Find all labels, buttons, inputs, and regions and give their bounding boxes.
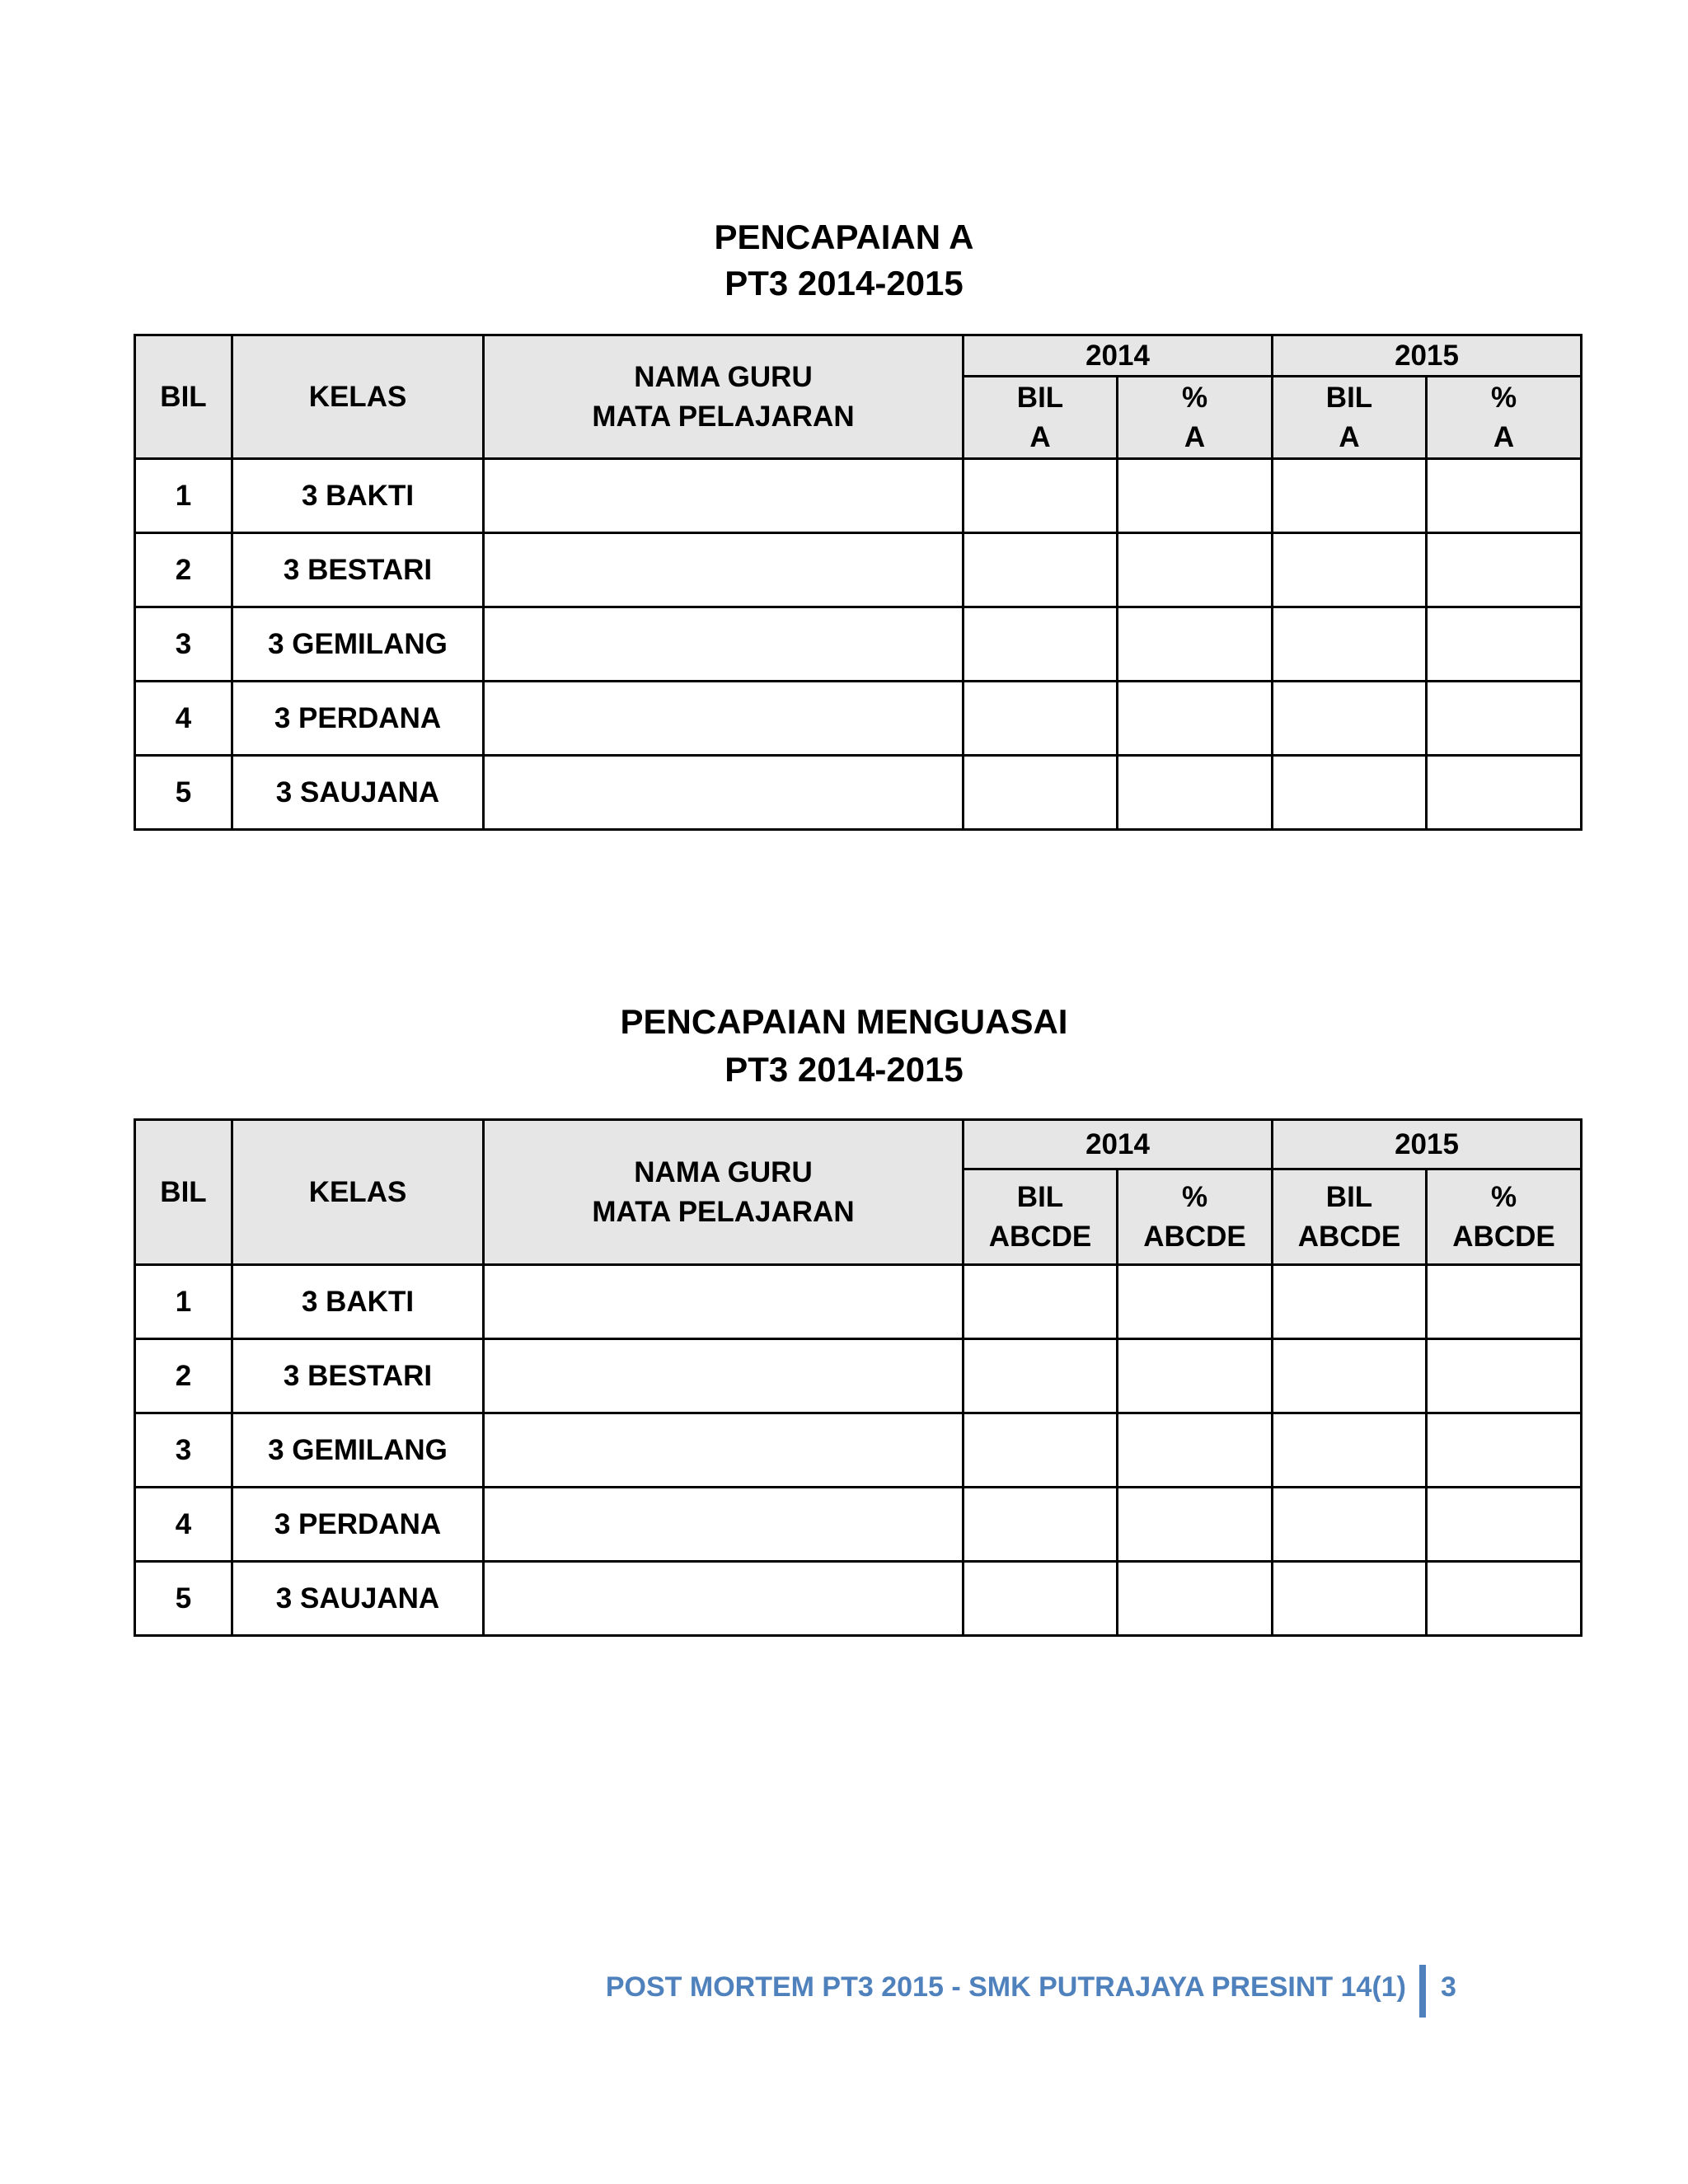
cell-2015-bil: [1273, 1488, 1427, 1562]
cell-2015-bil: [1273, 756, 1427, 830]
header-sub-line1: %: [1181, 381, 1208, 414]
cell-2015-percent: [1427, 459, 1582, 533]
cell-2015-bil: [1273, 1339, 1427, 1413]
cell-bil: 5: [135, 1562, 232, 1636]
cell-bil: 1: [135, 1265, 232, 1339]
section1-title: PENCAPAIAN A: [714, 218, 974, 256]
cell-bil: 3: [135, 1413, 232, 1488]
table-row: [135, 682, 1582, 756]
page-number: 3: [1441, 1971, 1456, 2003]
header-sub-line2: ABCDE: [988, 1220, 1092, 1253]
cell-2014-percent: [1118, 1562, 1273, 1636]
cell-bil: 5: [135, 756, 232, 830]
table-pencapaian-menguasai: [134, 1118, 1582, 1637]
cell-nama-guru: [484, 1265, 964, 1339]
table-row: [135, 1562, 1582, 1636]
cell-2015-bil: [1273, 533, 1427, 607]
cell-nama-guru: [484, 1413, 964, 1488]
header-year-2014: 2014: [964, 1120, 1273, 1169]
cell-kelas: 3 BAKTI: [232, 1265, 484, 1339]
cell-bil: 4: [135, 682, 232, 756]
cell-2015-percent: [1427, 682, 1582, 756]
table-row: [135, 1339, 1582, 1413]
cell-2014-bil: [964, 607, 1118, 682]
cell-2015-bil: [1273, 682, 1427, 756]
cell-bil: 3: [135, 607, 232, 682]
cell-2014-percent: [1118, 1265, 1273, 1339]
cell-nama-guru: [484, 1488, 964, 1562]
header-kelas: KELAS: [232, 335, 484, 459]
cell-2014-bil: [964, 1339, 1118, 1413]
header-nama-guru: [484, 335, 964, 459]
header-sub-line1: %: [1181, 1180, 1208, 1213]
header-bil: BIL: [135, 1120, 232, 1265]
cell-bil: 2: [135, 1339, 232, 1413]
table-row: [135, 1488, 1582, 1562]
header-2015-percent: [1427, 1169, 1582, 1265]
header-bil: BIL: [135, 335, 232, 459]
cell-bil: 4: [135, 1488, 232, 1562]
cell-kelas: 3 PERDANA: [232, 1488, 484, 1562]
cell-2015-percent: [1427, 1413, 1582, 1488]
cell-nama-guru: [484, 1339, 964, 1413]
cell-kelas: 3 SAUJANA: [232, 756, 484, 830]
cell-2014-bil: [964, 1488, 1118, 1562]
cell-2015-percent: [1427, 607, 1582, 682]
header-sub-line1: %: [1490, 1180, 1517, 1213]
header-2015-bil: [1273, 377, 1427, 459]
header-nama-guru: [484, 1120, 964, 1265]
header-year-2015: 2015: [1273, 1120, 1582, 1169]
cell-2015-percent: [1427, 1488, 1582, 1562]
table-row: [135, 1265, 1582, 1339]
cell-nama-guru: [484, 459, 964, 533]
cell-bil: 2: [135, 533, 232, 607]
cell-2014-percent: [1118, 1413, 1273, 1488]
cell-nama-guru: [484, 607, 964, 682]
cell-2015-bil: [1273, 1413, 1427, 1488]
header-2014-bil: [964, 1169, 1118, 1265]
cell-2015-percent: [1427, 1265, 1582, 1339]
cell-kelas: 3 GEMILANG: [232, 1413, 484, 1488]
header-sub-line1: BIL: [1325, 381, 1373, 414]
table-pencapaian-a: [134, 334, 1582, 831]
cell-nama-guru: [484, 533, 964, 607]
header-sub-line2: A: [1184, 420, 1206, 453]
cell-kelas: 3 BAKTI: [232, 459, 484, 533]
cell-nama-guru: [484, 1562, 964, 1636]
cell-kelas: 3 GEMILANG: [232, 607, 484, 682]
cell-2014-percent: [1118, 756, 1273, 830]
header-sub-line2: A: [1339, 420, 1360, 453]
cell-kelas: 3 PERDANA: [232, 682, 484, 756]
footer-divider: [1419, 1965, 1426, 2018]
cell-2015-bil: [1273, 459, 1427, 533]
cell-kelas: 3 BESTARI: [232, 1339, 484, 1413]
cell-2014-bil: [964, 1265, 1118, 1339]
header-2014-percent: [1118, 377, 1273, 459]
cell-2015-percent: [1427, 533, 1582, 607]
cell-2014-percent: [1118, 607, 1273, 682]
section1-subtitle: PT3 2014-2015: [724, 264, 964, 302]
header-sub-line2: ABCDE: [1143, 1220, 1246, 1253]
cell-kelas: 3 BESTARI: [232, 533, 484, 607]
cell-2014-bil: [964, 1562, 1118, 1636]
header-nama-guru-line2: MATA PELAJARAN: [592, 1195, 855, 1228]
header-year-2015: 2015: [1273, 335, 1582, 377]
cell-2014-percent: [1118, 533, 1273, 607]
cell-nama-guru: [484, 682, 964, 756]
header-nama-guru-line1: NAMA GURU: [634, 360, 813, 393]
cell-2015-bil: [1273, 1265, 1427, 1339]
header-sub-line2: ABCDE: [1452, 1220, 1555, 1253]
table-row: [135, 756, 1582, 830]
header-sub-line1: BIL: [1325, 1180, 1373, 1213]
header-2015-bil: [1273, 1169, 1427, 1265]
header-kelas: KELAS: [232, 1120, 484, 1265]
cell-2015-percent: [1427, 756, 1582, 830]
table-row: [135, 533, 1582, 607]
cell-2014-bil: [964, 1413, 1118, 1488]
section2-title: PENCAPAIAN MENGUASAI: [620, 1002, 1068, 1041]
cell-kelas: 3 SAUJANA: [232, 1562, 484, 1636]
cell-2015-percent: [1427, 1562, 1582, 1636]
section2-subtitle: PT3 2014-2015: [724, 1050, 964, 1089]
header-sub-line2: ABCDE: [1297, 1220, 1401, 1253]
cell-bil: 1: [135, 459, 232, 533]
header-2015-percent: [1427, 377, 1582, 459]
cell-2014-percent: [1118, 682, 1273, 756]
header-year-2014: 2014: [964, 335, 1273, 377]
table-row: [135, 459, 1582, 533]
cell-2014-percent: [1118, 1488, 1273, 1562]
header-sub-line1: BIL: [1016, 381, 1064, 414]
footer-text: POST MORTEM PT3 2015 - SMK PUTRAJAYA PRESINT 14(1): [605, 1971, 1406, 2003]
cell-2015-bil: [1273, 1562, 1427, 1636]
header-2014-bil: [964, 377, 1118, 459]
header-sub-line1: %: [1490, 381, 1517, 414]
cell-2014-bil: [964, 682, 1118, 756]
cell-2014-percent: [1118, 459, 1273, 533]
header-2014-percent: [1118, 1169, 1273, 1265]
table-row: [135, 1413, 1582, 1488]
cell-2014-bil: [964, 756, 1118, 830]
cell-nama-guru: [484, 756, 964, 830]
header-sub-line2: A: [1029, 420, 1051, 453]
header-sub-line2: A: [1493, 420, 1515, 453]
cell-2015-bil: [1273, 607, 1427, 682]
header-sub-line1: BIL: [1016, 1180, 1064, 1213]
cell-2015-percent: [1427, 1339, 1582, 1413]
header-nama-guru-line2: MATA PELAJARAN: [592, 400, 855, 433]
cell-2014-bil: [964, 459, 1118, 533]
cell-2014-percent: [1118, 1339, 1273, 1413]
cell-2014-bil: [964, 533, 1118, 607]
header-nama-guru-line1: NAMA GURU: [634, 1155, 813, 1188]
table-row: [135, 607, 1582, 682]
